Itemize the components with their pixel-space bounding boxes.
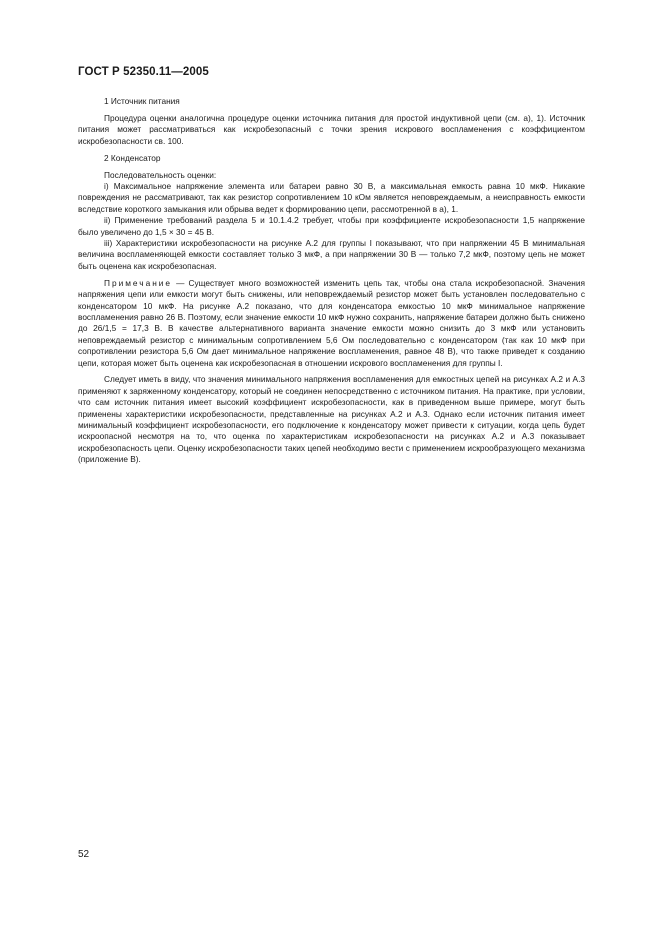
- section-1-title: 1 Источник питания: [104, 96, 180, 106]
- section-2-title: 2 Конденсатор: [104, 152, 161, 163]
- note-label: Примечание: [104, 277, 173, 288]
- section-2-item-iii: iii) Характеристики искробезопасности на рисунке А.2 для группы I показывают, что при напряжении 45 В минимальная величина воспламеняющей емкости составляет только 3 мкФ, а при напряжении 30 В — только 7,2 мкФ, поэтому цепь не может быть оценена как искробезопасная.: [78, 237, 585, 271]
- page-number: 52: [78, 849, 90, 860]
- document-header: ГОСТ Р 52350.11—2005: [78, 66, 209, 78]
- note-paragraph: [78, 278, 585, 369]
- section-2-item-ii: ii) Применение требований раздела 5 и 10.1.4.2 требует, чтобы при коэффициенте искробезопасности 1,5 напряжение было увеличено до 1,5 × 30 = 45 В.: [78, 215, 585, 237]
- final-paragraph: Следует иметь в виду, что значения минимального напряжения воспламенения для емкостных цепей на рисунках А.2 и А.3 применяют к заряженному конденсатору, который не соединен непосредственно с источником питания. На практике, при условии, что сам источник питания имеет высокий коэффициент искробезопасности, как в приведенном выше примере, могут быть применены характеристики искробезопасности, представленные на рисунках А.2 и А.3. Однако если источник питания имеет минимальный коэффициент искробезопасности, его подключение к конденсатору может привести к ситуации, когда цепь будет искроопасной несмотря на то, что оценка по характеристикам искробезопасности на рисунках А.2 и А.3 показывает искробезопасность цепи. Оценку искробезопасности таких цепей необходимо вести с применением искрообразующего механизма (приложение В).: [78, 374, 585, 465]
- page-body: [78, 96, 585, 466]
- note-text: — Существует много возможностей изменить цепь так, чтобы она стала искробезопасной. Значения напряжения цепи или емкости могут быть снижены, или неповреждаемый резистор может быть установлен последовательно с конденсатором 10 мкФ. На рисунке А.2 показано, что для конденсатора емкостью 10 мкФ минимальное напряжение воспламенения равно 26 В. Поэтому, если значение емкости 10 мкФ нужно сохранить, напряжение батареи должно быть снижено до 26/1,5 = 17,3 В. В качестве альтернативного варианта значение емкости можно снизить до 3 мкФ или установить неповреждаемый резистор с минимальным сопротивлением 5,6 Ом последовательно с конденсатором (так как 10 мкФ при сопротивлении резистора 5,6 Ом дает минимальное напряжение воспламенения, равное 48 В), что также приведет к созданию цепи, которая может быть оценена как искробезопасная в отношении искрового воспламенения для группы I.: [78, 277, 585, 368]
- section-2-intro: Последовательность оценки:: [104, 169, 217, 180]
- section-1-paragraph: Процедура оценки аналогична процедуре оценки источника питания для простой индуктивной цепи (см. а), 1). Источник питания может рассматриваться как искробезопасный с точки зрения искрового воспламенения с коэффициентом искробезопасности св. 100.: [78, 112, 585, 146]
- section-2-item-i: i) Максимальное напряжение элемента или батареи равно 30 В, а максимальная емкость равна 10 мкФ. Никакие повреждения не рассматривают, так как резистор сопротивлением 10 кОм является неповреждаемым, а неисправность емкости вследствие короткого замыкания или обрыва ведет к формированию цепи, рассмотренной в а), 1.: [78, 180, 585, 214]
